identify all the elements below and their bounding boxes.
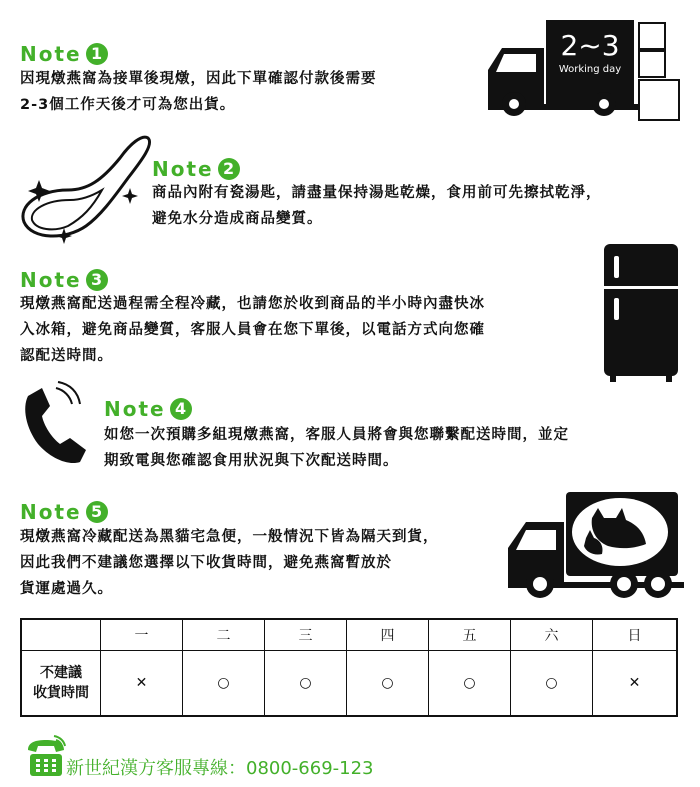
telephone-icon	[24, 734, 68, 780]
day-header: 二	[183, 619, 265, 651]
note-2-text	[152, 180, 682, 232]
phone-icon	[18, 378, 98, 468]
note-3-text	[20, 291, 590, 369]
working-day-label: Working day	[558, 64, 622, 75]
day-header: 六	[511, 619, 593, 651]
day-header: 日	[593, 619, 678, 651]
note-number: 2	[218, 158, 240, 180]
note-label: Note	[20, 500, 82, 524]
table-header-row	[21, 619, 677, 651]
note-line: 貨運處過久。	[20, 581, 113, 597]
note-line: 商品內附有瓷湯匙，請盡量保持湯匙乾燥，食用前可先擦拭乾淨，	[152, 185, 602, 201]
note-line: 認配送時間。	[20, 348, 113, 364]
table-row	[21, 651, 677, 717]
note-3-title	[20, 268, 108, 292]
note-4-title	[104, 397, 192, 421]
day-header: 五	[429, 619, 511, 651]
note-5-title	[20, 500, 108, 524]
schedule-mark: ○	[347, 651, 429, 717]
delivery-truck-icon	[484, 18, 684, 128]
schedule-mark: ○	[429, 651, 511, 717]
day-header: 一	[101, 619, 183, 651]
spoon-icon	[16, 130, 166, 252]
note-line: 避免水分造成商品變質。	[152, 211, 323, 227]
cat-truck-icon	[506, 488, 686, 604]
note-label: Note	[20, 42, 82, 66]
note-5-text	[20, 524, 520, 602]
note-2-title	[152, 157, 240, 181]
note-line: 因此我們不建議您選擇以下收貨時間，避免燕窩暫放於	[20, 555, 392, 571]
note-label: Note	[104, 397, 166, 421]
note-number: 3	[86, 269, 108, 291]
day-header: 四	[347, 619, 429, 651]
day-header: 三	[265, 619, 347, 651]
note-line: 2-3個工作天後才可為您出貨。	[20, 97, 236, 113]
note-1-text	[20, 66, 490, 118]
note-line: 現燉燕窩配送過程需全程冷藏，也請您於收到商品的半小時內盡快冰	[20, 296, 485, 312]
schedule-mark: ○	[183, 651, 265, 717]
delivery-schedule-table	[20, 618, 678, 717]
note-line: 因現燉燕窩為接單後現燉，因此下單確認付款後需要	[20, 71, 377, 87]
note-line: 入冰箱，避免商品變質，客服人員會在您下單後，以電話方式向您確	[20, 322, 485, 338]
note-line: 現燉燕窩冷藏配送為黑貓宅急便，一般情況下皆為隔天到貨，	[20, 529, 439, 545]
note-4-text	[104, 422, 684, 474]
table-corner-cell	[21, 619, 101, 651]
schedule-mark: ✕	[101, 651, 183, 717]
note-1-title	[20, 42, 108, 66]
row-label	[21, 651, 101, 717]
note-label: Note	[152, 157, 214, 181]
schedule-mark: ○	[265, 651, 347, 717]
note-number: 1	[86, 43, 108, 65]
row-label-line: 收貨時間	[33, 685, 89, 701]
note-line: 如您一次預購多組現燉燕窩，客服人員將會與您聯繫配送時間，並定	[104, 427, 569, 443]
note-number: 5	[86, 501, 108, 523]
note-number: 4	[170, 398, 192, 420]
working-day-range: 2~3	[560, 29, 620, 62]
row-label-line: 不建議	[40, 665, 82, 681]
note-label: Note	[20, 268, 82, 292]
note-line: 期致電與您確認食用狀況與下次配送時間。	[104, 453, 399, 469]
refrigerator-icon	[602, 244, 682, 384]
schedule-mark: ○	[511, 651, 593, 717]
customer-service-hotline: 新世紀漢方客服專線：0800-669-123	[66, 758, 374, 779]
schedule-mark: ✕	[593, 651, 678, 717]
